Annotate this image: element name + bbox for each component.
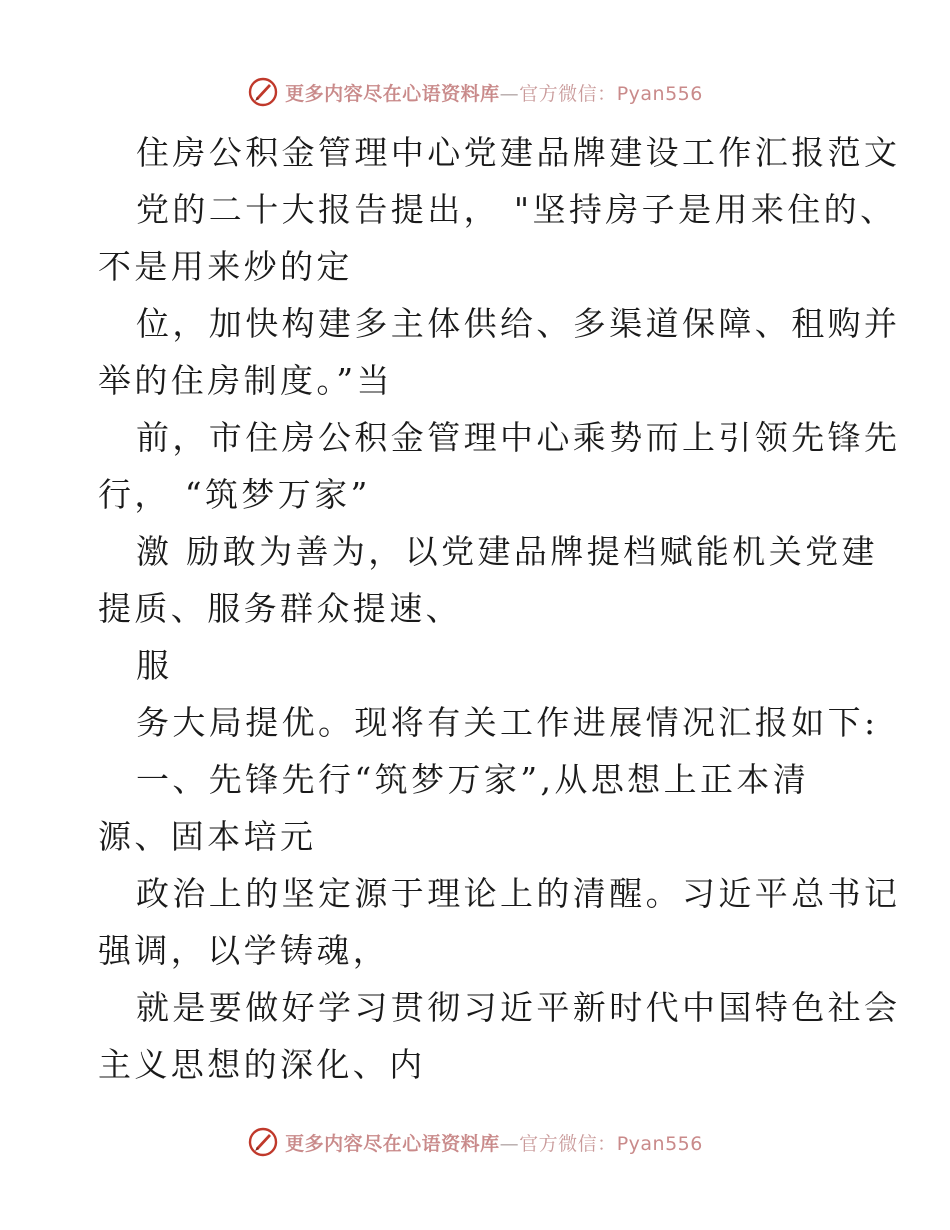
document-line: 就是要做好学习贯彻习近平新时代中国特色社会 <box>136 988 901 1027</box>
watermark-text <box>285 79 703 106</box>
document-line: 前，市住房公积金管理中心乘势而上引领先锋先 <box>136 418 901 457</box>
watermark-text <box>285 1129 703 1156</box>
section-heading-continued: 源、固本培元 <box>98 817 317 856</box>
watermark-label: 官方微信： <box>519 1132 617 1155</box>
document-line: 强调，以学铸魂， <box>98 931 390 970</box>
document-title: 住房公积金管理中心党建品牌建设工作汇报范文 <box>136 133 901 172</box>
document-line: 不是用来炒的定 <box>98 247 353 286</box>
document-line: 主义思想的深化、内 <box>98 1045 426 1084</box>
watermark-label: 官方微信： <box>519 82 617 105</box>
footer-watermark <box>0 1122 950 1162</box>
document-line: 激 励敢为善为，以党建品牌提档赋能机关党建 <box>136 532 878 571</box>
document-line: 服 <box>136 646 173 685</box>
document-line: 政治上的坚定源于理论上的清醒。习近平总书记 <box>136 874 901 913</box>
document-line: 务大局提优。现将有关工作进展情况汇报如下: <box>136 703 879 742</box>
section-heading: 一、先锋先行“筑梦万家”,从思想上正本清 <box>136 760 810 799</box>
document-line: 位，加快构建多主体供给、多渠道保障、租购并 <box>136 304 901 343</box>
document-line: 举的住房制度。”当 <box>98 361 393 400</box>
document-body <box>98 124 901 1093</box>
watermark-separator: — <box>499 82 520 105</box>
quill-circle-logo-icon <box>247 1126 279 1158</box>
quill-circle-logo-icon <box>247 76 279 108</box>
document-line: 党的二十大报告提出， "坚持房子是用来住的、 <box>136 190 897 229</box>
document-line: 提质、服务群众提速、 <box>98 589 462 628</box>
watermark-brand: 更多内容尽在心语资料库 <box>285 82 500 105</box>
watermark-separator: — <box>499 1132 520 1155</box>
watermark-account: Pyan556 <box>616 1132 703 1155</box>
watermark-brand: 更多内容尽在心语资料库 <box>285 1132 500 1155</box>
header-watermark <box>0 72 950 112</box>
watermark-account: Pyan556 <box>616 82 703 105</box>
document-line: 行， “筑梦万家” <box>98 475 371 514</box>
